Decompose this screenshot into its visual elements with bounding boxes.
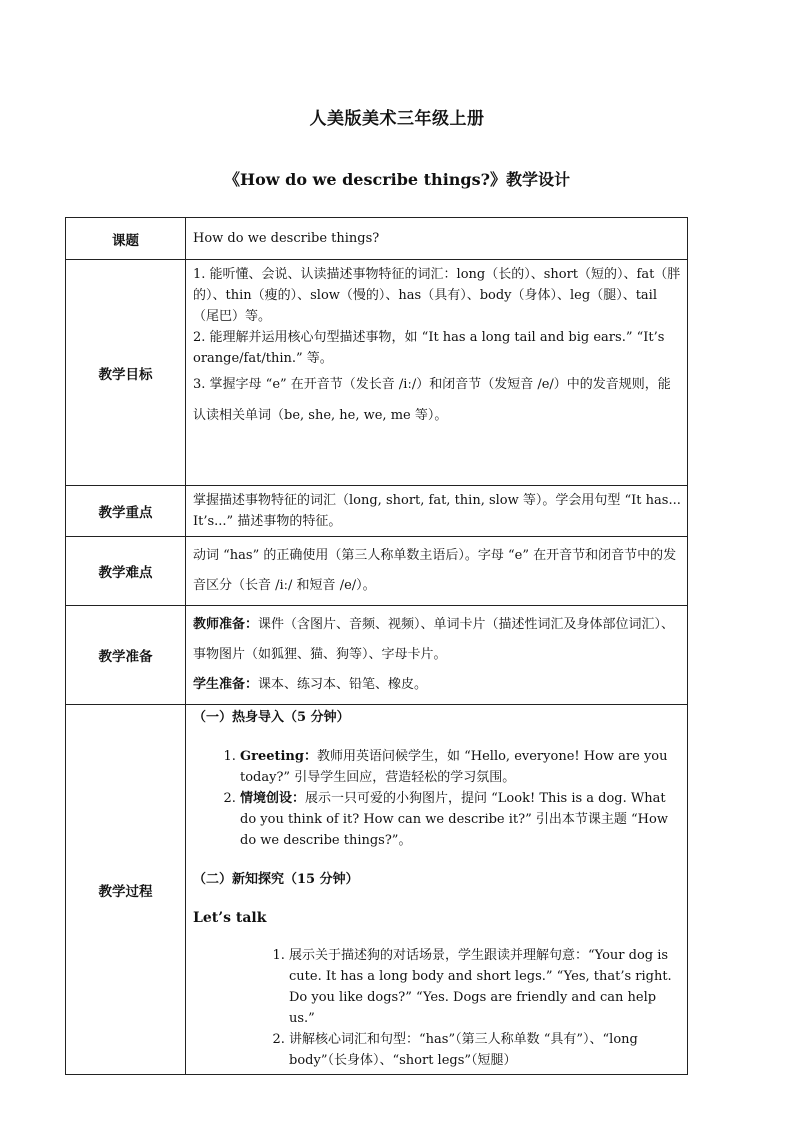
- section-warmup: （一）热身导入（5 分钟）: [193, 710, 350, 725]
- label-topic: 课题: [66, 218, 186, 260]
- warmup-steps: [193, 746, 681, 851]
- label-process: 教学过程: [66, 705, 186, 1075]
- document-subtitle: 《How do we describe things?》教学设计: [224, 170, 570, 189]
- content-goals: [186, 260, 688, 486]
- goal-item-1: 1. 能听懂、会说、认读描述事物特征的词汇：long（长的）、short（短的）、fat（胖的）、thin（瘦的）、slow（慢的）、has（具有）、body（身体）、leg（腿）、tail（尾巴）等。: [193, 267, 681, 324]
- row-difficult: [66, 537, 688, 606]
- document-title: 人美版美术三年级上册: [309, 109, 485, 129]
- teacher-prep-label: 教师准备：: [193, 617, 259, 632]
- content-process: [186, 705, 688, 1075]
- teacher-prep-text: 课件（含图片、音频、视频）、单词卡片（描述性词汇及身体部位词汇）、事物图片（如狐狸、猫、狗等）、字母卡片。: [193, 617, 675, 662]
- goal-item-2: 2. 能理解并运用核心句型描述事物，如 “It has a long tail and big ears.” “It’s orange/fat/thin.” 等。: [193, 330, 665, 366]
- content-key: 掌握描述事物特征的词汇（long, short, fat, thin, slow 等）。学会用句型 “It has... It’s...” 描述事物的特征。: [186, 486, 688, 537]
- student-prep-text: 课本、练习本、铅笔、橡皮。: [258, 677, 428, 692]
- talk-step-2: 2. 讲解核心词汇和句型：“has”（第三人称单数 “具有”）、“long body”（长身体）、“short legs”（短腿）: [289, 1029, 681, 1071]
- section-new-knowledge: （二）新知探究（15 分钟）: [193, 872, 359, 887]
- talk-steps: [193, 945, 681, 1071]
- talk-step-1: 1. 展示关于描述狗的对话场景，学生跟读并理解句意：“Your dog is cute. It has a long body and short legs.” “Yes, that’s right. Do you like dogs?” “Yes. Dogs are friendly and can help us.”: [289, 945, 681, 1029]
- row-process: [66, 705, 688, 1075]
- label-key: 教学重点: [66, 486, 186, 537]
- content-prep: [186, 606, 688, 705]
- row-prep: [66, 606, 688, 705]
- label-difficult: 教学难点: [66, 537, 186, 606]
- row-topic: [66, 218, 688, 260]
- row-goals: [66, 260, 688, 486]
- teacher-prep: [193, 610, 681, 670]
- process-content-clip: [193, 705, 681, 1071]
- warmup-step-2: [240, 788, 681, 851]
- goal-item-3: 3. 掌握字母 “e” 在开音节（发长音 /iː/）和闭音节（发短音 /e/）中的发音规则，能认读相关单词（be, she, he, we, me 等）。: [193, 377, 671, 423]
- warmup-step-1: [240, 746, 681, 788]
- warmup-step-1-text: 教师用英语问候学生，如 “Hello, everyone! How are you today?” 引导学生回应，营造轻松的学习氛围。: [240, 749, 668, 785]
- warmup-step-2-label: 情境创设：: [240, 791, 306, 806]
- label-prep: 教学准备: [66, 606, 186, 705]
- content-difficult: 动词 “has” 的正确使用（第三人称单数主语后）。字母 “e” 在开音节和闭音节中的发音区分（长音 /iː/ 和短音 /e/）。: [186, 537, 688, 606]
- label-goals: 教学目标: [66, 260, 186, 486]
- warmup-step-1-label: Greeting：: [240, 749, 317, 764]
- warmup-step-2-text: 展示一只可爱的小狗图片，提问 “Look! This is a dog. What do you think of it? How can we describe it?” 引出本节课主题 “How do we describe things?”。: [240, 791, 668, 848]
- row-key: [66, 486, 688, 537]
- lesson-plan-table: [65, 217, 688, 1075]
- lets-talk-heading: Let’s talk: [193, 910, 267, 926]
- student-prep-label: 学生准备：: [193, 677, 259, 692]
- content-topic: How do we describe things?: [186, 218, 688, 260]
- student-prep: [193, 670, 681, 700]
